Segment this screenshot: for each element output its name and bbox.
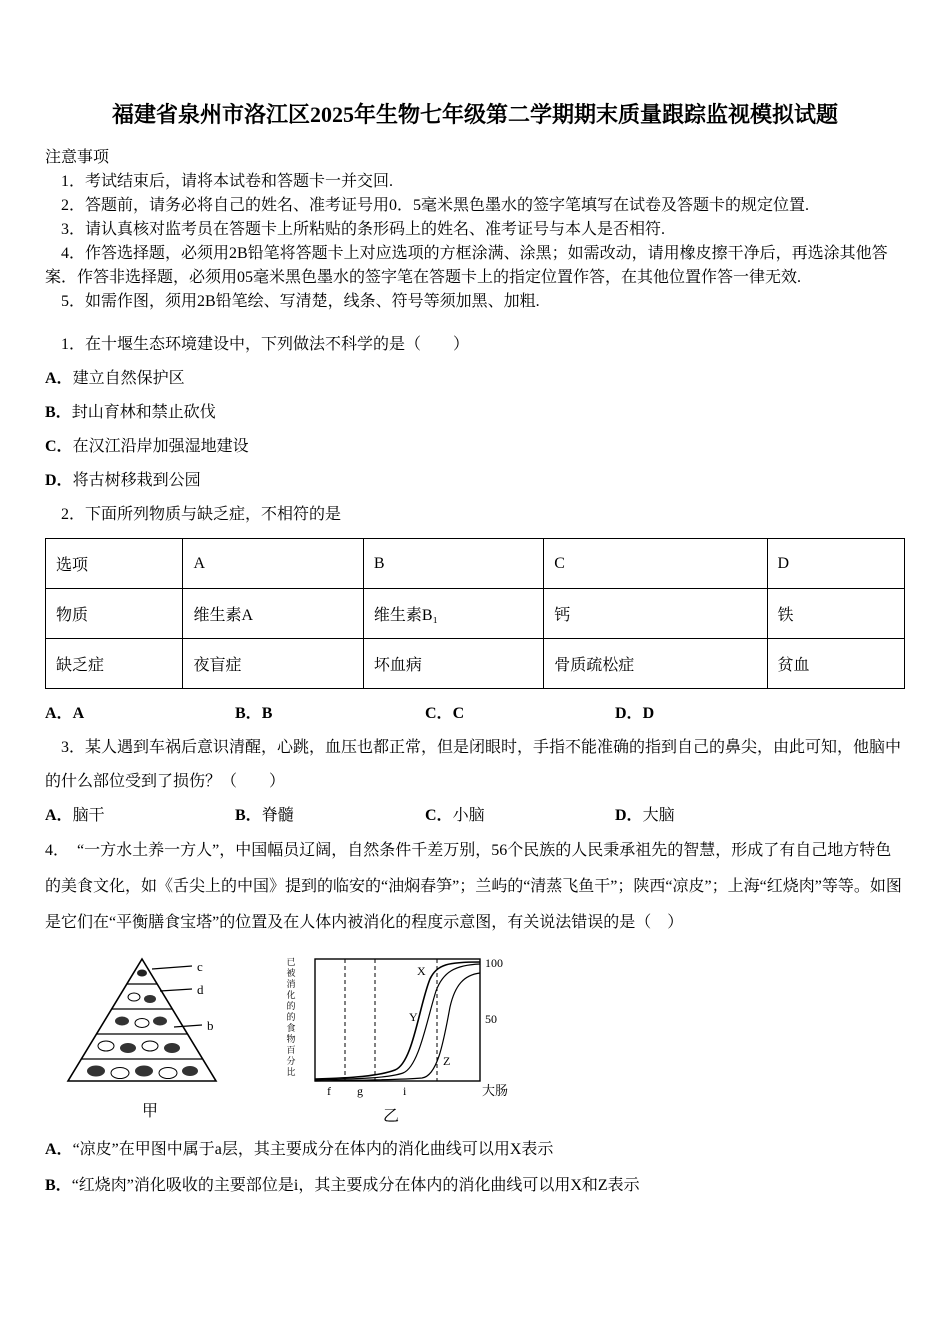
question-4-option-b (45, 1168, 905, 1204)
page-title: 福建省泉州市洛江区2025年生物七年级第二学期期末质量跟踪监视模拟试题 (111, 102, 838, 127)
question-3-option-b: B．脊髓 (235, 807, 294, 824)
notice-section (45, 146, 905, 314)
notice-item-3: 3．请认真核对监考员在答题卡上所粘贴的条形码上的姓名、准考证号与本人是否相符. (61, 221, 666, 238)
option-label: B． (45, 1177, 72, 1194)
curve-label-y: Y (409, 1010, 418, 1024)
question-4-stem: 4． “一方水土养一方人”，中国幅员辽阔，自然条件千差万别，56个民族的人民秉承祖先的智慧，形成了有自己地方特色的美食文化，如《舌尖上的中国》提到的临安的“油焖春笋”；兰屿的“清蒸飞鱼干”；陕西“凉皮”；上海“红烧肉”等等。如图是它们在“平衡膳食宝塔”的位置及在人体内被消化的程度示意图，有关说法错误的是（ ） (45, 842, 902, 931)
question-2-answer-a: A．A (45, 705, 85, 722)
graph-caption: 乙 (382, 1108, 399, 1125)
option-label: A． (45, 1141, 73, 1158)
question-2-answers (45, 697, 905, 731)
option-text: 将古树移栽到公园 (72, 472, 201, 489)
pyramid-layer-label-d: d (197, 982, 204, 997)
table-row (46, 539, 905, 589)
x-label-f: f (327, 1084, 331, 1098)
table-cell: 坏血病 (363, 639, 543, 689)
option-text: 封山育林和禁止砍伐 (71, 404, 216, 421)
table-row (46, 589, 905, 639)
question-1 (45, 328, 905, 498)
x-label-g: g (357, 1084, 363, 1098)
table-cell: 骨质疏松症 (544, 639, 767, 689)
table-cell: 维生素B₁ (363, 589, 543, 639)
x-label-i: i (403, 1084, 407, 1098)
food-pyramid-diagram (60, 951, 240, 1091)
table-cell: 钙 (544, 589, 767, 639)
x-label-dachang: 大肠 (482, 1083, 509, 1098)
pyramid-layer-label-b: b (207, 1018, 214, 1033)
question-3-option-c: C．小脑 (425, 807, 485, 824)
pyramid-caption: 甲 (141, 1103, 158, 1120)
food-pyramid-figure (60, 951, 240, 1121)
curve-label-x: X (417, 964, 426, 978)
question-4-option-a (45, 1132, 905, 1168)
option-label: B． (45, 404, 72, 421)
pyramid-layer-label-c: c (197, 959, 203, 974)
notice-heading: 注意事项 (45, 149, 110, 166)
table-cell: 维生素A (183, 589, 363, 639)
question-2 (45, 498, 905, 731)
question-3-option-d: D．大脑 (615, 807, 675, 824)
y-tick-50: 50 (485, 1012, 497, 1026)
question-4 (45, 833, 905, 1204)
table-cell: 铁 (767, 589, 904, 639)
curve-label-z: Z (443, 1054, 451, 1068)
question-1-option-c (45, 430, 905, 464)
table-cell: A (183, 539, 363, 589)
question-3-option-a: A．脑干 (45, 807, 105, 824)
table-cell: C (544, 539, 767, 589)
notice-item-5: 5．如需作图，须用2B铅笔绘、写清楚，线条、符号等须加黑、加粗. (61, 293, 540, 310)
question-2-answer-b: B．B (235, 705, 273, 722)
table-cell: D (767, 539, 904, 589)
question-2-answer-c: C．C (425, 705, 465, 722)
digestion-graph (297, 951, 527, 1101)
y-tick-100: 100 (485, 956, 503, 970)
question-2-answer-d: D．D (615, 705, 655, 722)
table-cell: 物质 (46, 589, 183, 639)
question-1-option-b (45, 396, 905, 430)
table-row (46, 639, 905, 689)
option-text: “凉皮”在甲图中属于a层，其主要成分在体内的消化曲线可以用X表示 (72, 1141, 554, 1158)
question-4-figure (60, 951, 905, 1126)
table-cell: 贫血 (767, 639, 904, 689)
question-2-stem: 2．下面所列物质与缺乏症，不相符的是 (61, 506, 342, 523)
table-cell: 夜盲症 (183, 639, 363, 689)
table-cell: B (363, 539, 543, 589)
notice-item-4: 4．作答选择题，必须用2B铅笔将答题卡上对应选项的方框涂满、涂黑；如需改动，请用橡皮擦干净后，再选涂其他答案．作答非选择题，必须用05毫米黑色墨水的签字笔在答题卡上的指定位置作答，在其他位置作答一律无效. (45, 245, 888, 286)
question-3-options (45, 799, 905, 833)
option-label: C． (45, 438, 73, 455)
notice-item-1: 1．考试结束后，请将本试卷和答题卡一并交回. (61, 173, 394, 190)
digestion-graph-figure (285, 951, 527, 1126)
question-1-option-d (45, 464, 905, 498)
option-label: D． (45, 472, 73, 489)
question-1-stem: 1．在十堰生态环境建设中，下列做法不科学的是（ ） (61, 336, 470, 353)
question-3-stem: 3．某人遇到车祸后意识清醒，心跳，血压也都正常，但是闭眼时，手指不能准确的指到自己的鼻尖，由此可知，他脑中的什么部位受到了损伤？（ ） (45, 739, 902, 790)
table-cell: 缺乏症 (46, 639, 183, 689)
notice-item-2: 2．答题前，请务必将自己的姓名、准考证号用0．5毫米黑色墨水的签字笔填写在试卷及答题卡的规定位置. (61, 197, 810, 214)
option-text: “红烧肉”消化吸收的主要部位是i，其主要成分在体内的消化曲线可以用X和Z表示 (71, 1177, 640, 1194)
option-text: 在汉江沿岸加强湿地建设 (72, 438, 249, 455)
table-cell: 选项 (46, 539, 183, 589)
question-3 (45, 731, 905, 833)
question-1-option-a (45, 362, 905, 396)
option-text: 建立自然保护区 (72, 370, 185, 387)
graph-y-axis-label: 已被消化的的食物百分比 (286, 957, 296, 1077)
option-label: A． (45, 370, 73, 387)
deficiency-table (45, 538, 905, 689)
